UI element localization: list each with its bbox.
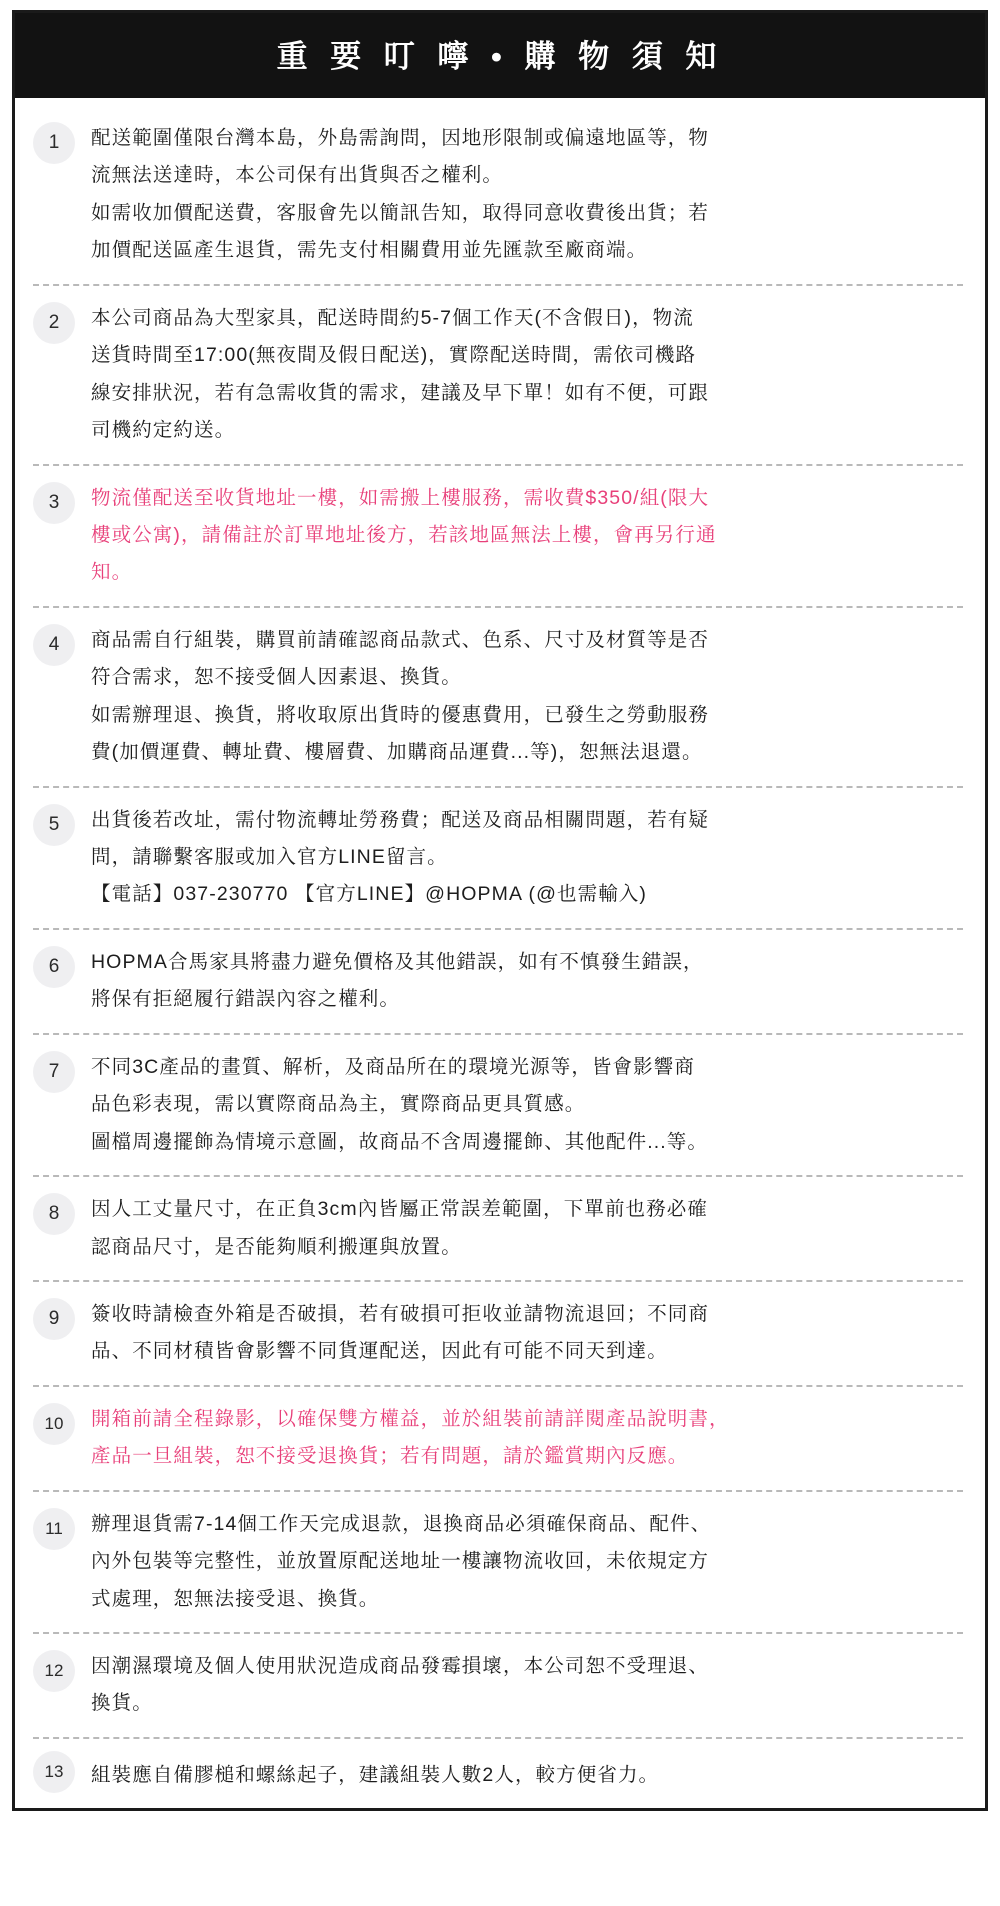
note-line: 本公司商品為大型家具，配送時間約5-7個工作天(不含假日)，物流 <box>91 306 694 329</box>
note-contact-line: 【電話】037-230770 【官方LINE】@HOPMA (@也需輸入) <box>91 883 647 906</box>
note-text <box>91 942 959 1019</box>
notice-list <box>15 98 985 1808</box>
note-text <box>91 1047 959 1161</box>
note-line: 組裝應自備膠槌和螺絲起子，建議組裝人數2人，較方便省力。 <box>91 1763 660 1786</box>
page-title: 重 要 叮 嚀 • 購 物 須 知 <box>15 13 985 98</box>
note-text <box>91 800 959 914</box>
note-number-badge: 5 <box>33 804 75 846</box>
notice-frame <box>12 10 988 1811</box>
note-number-badge: 3 <box>33 482 75 524</box>
note-line: 配送範圍僅限台灣本島，外島需詢問，因地形限制或偏遠地區等，物 <box>91 127 710 149</box>
note-text <box>91 1294 959 1371</box>
note-line: 出貨後若改址，需付物流轉址勞務費；配送及商品相關問題，若有疑 <box>91 808 710 831</box>
note-text <box>91 298 959 450</box>
note-line: 品色彩表現，需以實際商品為主，實際商品更具質感。 <box>91 1093 586 1116</box>
note-text <box>91 1189 959 1266</box>
note-line: 不同3C產品的畫質、解析，及商品所在的環境光源等，皆會影響商 <box>91 1055 695 1078</box>
note-line: 物流僅配送至收貨地址一樓，如需搬上樓服務，需收費$350/組(限大 <box>91 486 710 509</box>
list-item <box>15 928 985 1033</box>
note-line: 產品一旦組裝，恕不接受退換貨；若有問題，請於鑑賞期內反應。 <box>91 1445 689 1468</box>
note-line: 辦理退貨需7-14個工作天完成退款，退換商品必須確保商品、配件、 <box>91 1512 712 1535</box>
note-line: 如需辦理退、換貨，將收取原出貨時的優惠費用，已發生之勞動服務 <box>91 703 710 726</box>
note-number-badge: 7 <box>33 1051 75 1093</box>
note-line: 簽收時請檢查外箱是否破損，若有破損可拒收並請物流退回；不同商 <box>91 1302 710 1325</box>
list-item <box>15 786 985 928</box>
note-number-badge: 8 <box>33 1193 75 1235</box>
note-text <box>91 1504 959 1618</box>
list-item <box>15 104 985 284</box>
note-line: 換貨。 <box>91 1692 153 1715</box>
note-line: 式處理，恕無法接受退、換貨。 <box>91 1587 380 1610</box>
list-item <box>15 606 985 786</box>
list-item <box>15 1632 985 1737</box>
list-item <box>15 1737 985 1808</box>
note-line: 送貨時間至17:00(無夜間及假日配送)，實際配送時間，需依司機路 <box>91 344 697 367</box>
note-line: HOPMA合馬家具將盡力避免價格及其他錯誤，如有不慎發生錯誤， <box>91 950 704 973</box>
note-text <box>91 118 959 270</box>
note-number-badge: 6 <box>33 946 75 988</box>
note-line: 線安排狀況，若有急需收貨的需求，建議及早下單！如有不便，可跟 <box>91 381 710 404</box>
note-line: 費(加價運費、轉址費、樓層費、加購商品運費...等)，恕無法退還。 <box>91 741 703 764</box>
note-number-badge: 12 <box>33 1650 75 1692</box>
note-number-badge: 9 <box>33 1298 75 1340</box>
note-line: 加價配送區產生退貨，需先支付相關費用並先匯款至廠商端。 <box>91 239 648 262</box>
list-item <box>15 1175 985 1280</box>
list-item <box>15 1385 985 1490</box>
note-line: 知。 <box>91 561 133 584</box>
note-line: 問，請聯繫客服或加入官方LINE留言。 <box>91 846 448 868</box>
note-text-highlighted <box>91 478 959 592</box>
note-line: 流無法送達時，本公司保有出貨與否之權利。 <box>91 164 504 187</box>
note-line: 因潮濕環境及個人使用狀況造成商品發霉損壞，本公司恕不受理退、 <box>91 1655 710 1677</box>
note-line: 商品需自行組裝，購買前請確認商品款式、色系、尺寸及材質等是否 <box>91 628 710 651</box>
list-item <box>15 284 985 464</box>
note-text <box>91 620 959 772</box>
note-line: 品、不同材積皆會影響不同貨運配送，因此有可能不同天到達。 <box>91 1340 668 1363</box>
note-line: 符合需求，恕不接受個人因素退、換貨。 <box>91 666 462 689</box>
note-number-badge: 10 <box>33 1403 75 1445</box>
note-line: 如需收加價配送費，客服會先以簡訊告知，取得同意收費後出貨；若 <box>91 201 710 224</box>
note-line: 圖檔周邊擺飾為情境示意圖，故商品不含周邊擺飾、其他配件...等。 <box>91 1130 708 1153</box>
note-line: 樓或公寓)，請備註於訂單地址後方，若該地區無法上樓，會再另行通 <box>91 523 717 546</box>
note-number-badge: 2 <box>33 302 75 344</box>
list-item <box>15 1033 985 1175</box>
note-line: 因人工丈量尺寸，在正負3cm內皆屬正常誤差範圍，下單前也務必確 <box>91 1198 708 1221</box>
note-line: 開箱前請全程錄影，以確保雙方權益，並於組裝前請詳閱產品說明書， <box>91 1407 730 1430</box>
note-number-badge: 4 <box>33 624 75 666</box>
list-item <box>15 1280 985 1385</box>
note-line: 司機約定約送。 <box>91 419 236 442</box>
note-line: 認商品尺寸，是否能夠順利搬運與放置。 <box>91 1235 462 1258</box>
note-line: 內外包裝等完整性，並放置原配送地址一樓讓物流收回，未依規定方 <box>91 1550 710 1573</box>
note-text <box>91 1646 959 1723</box>
note-number-badge: 13 <box>33 1751 75 1793</box>
note-line: 將保有拒絕履行錯誤內容之權利。 <box>91 988 401 1011</box>
note-text-highlighted <box>91 1399 959 1476</box>
note-number-badge: 11 <box>33 1508 75 1550</box>
note-text <box>91 1751 959 1794</box>
list-item <box>15 1490 985 1632</box>
note-number-badge: 1 <box>33 122 75 164</box>
list-item <box>15 464 985 606</box>
